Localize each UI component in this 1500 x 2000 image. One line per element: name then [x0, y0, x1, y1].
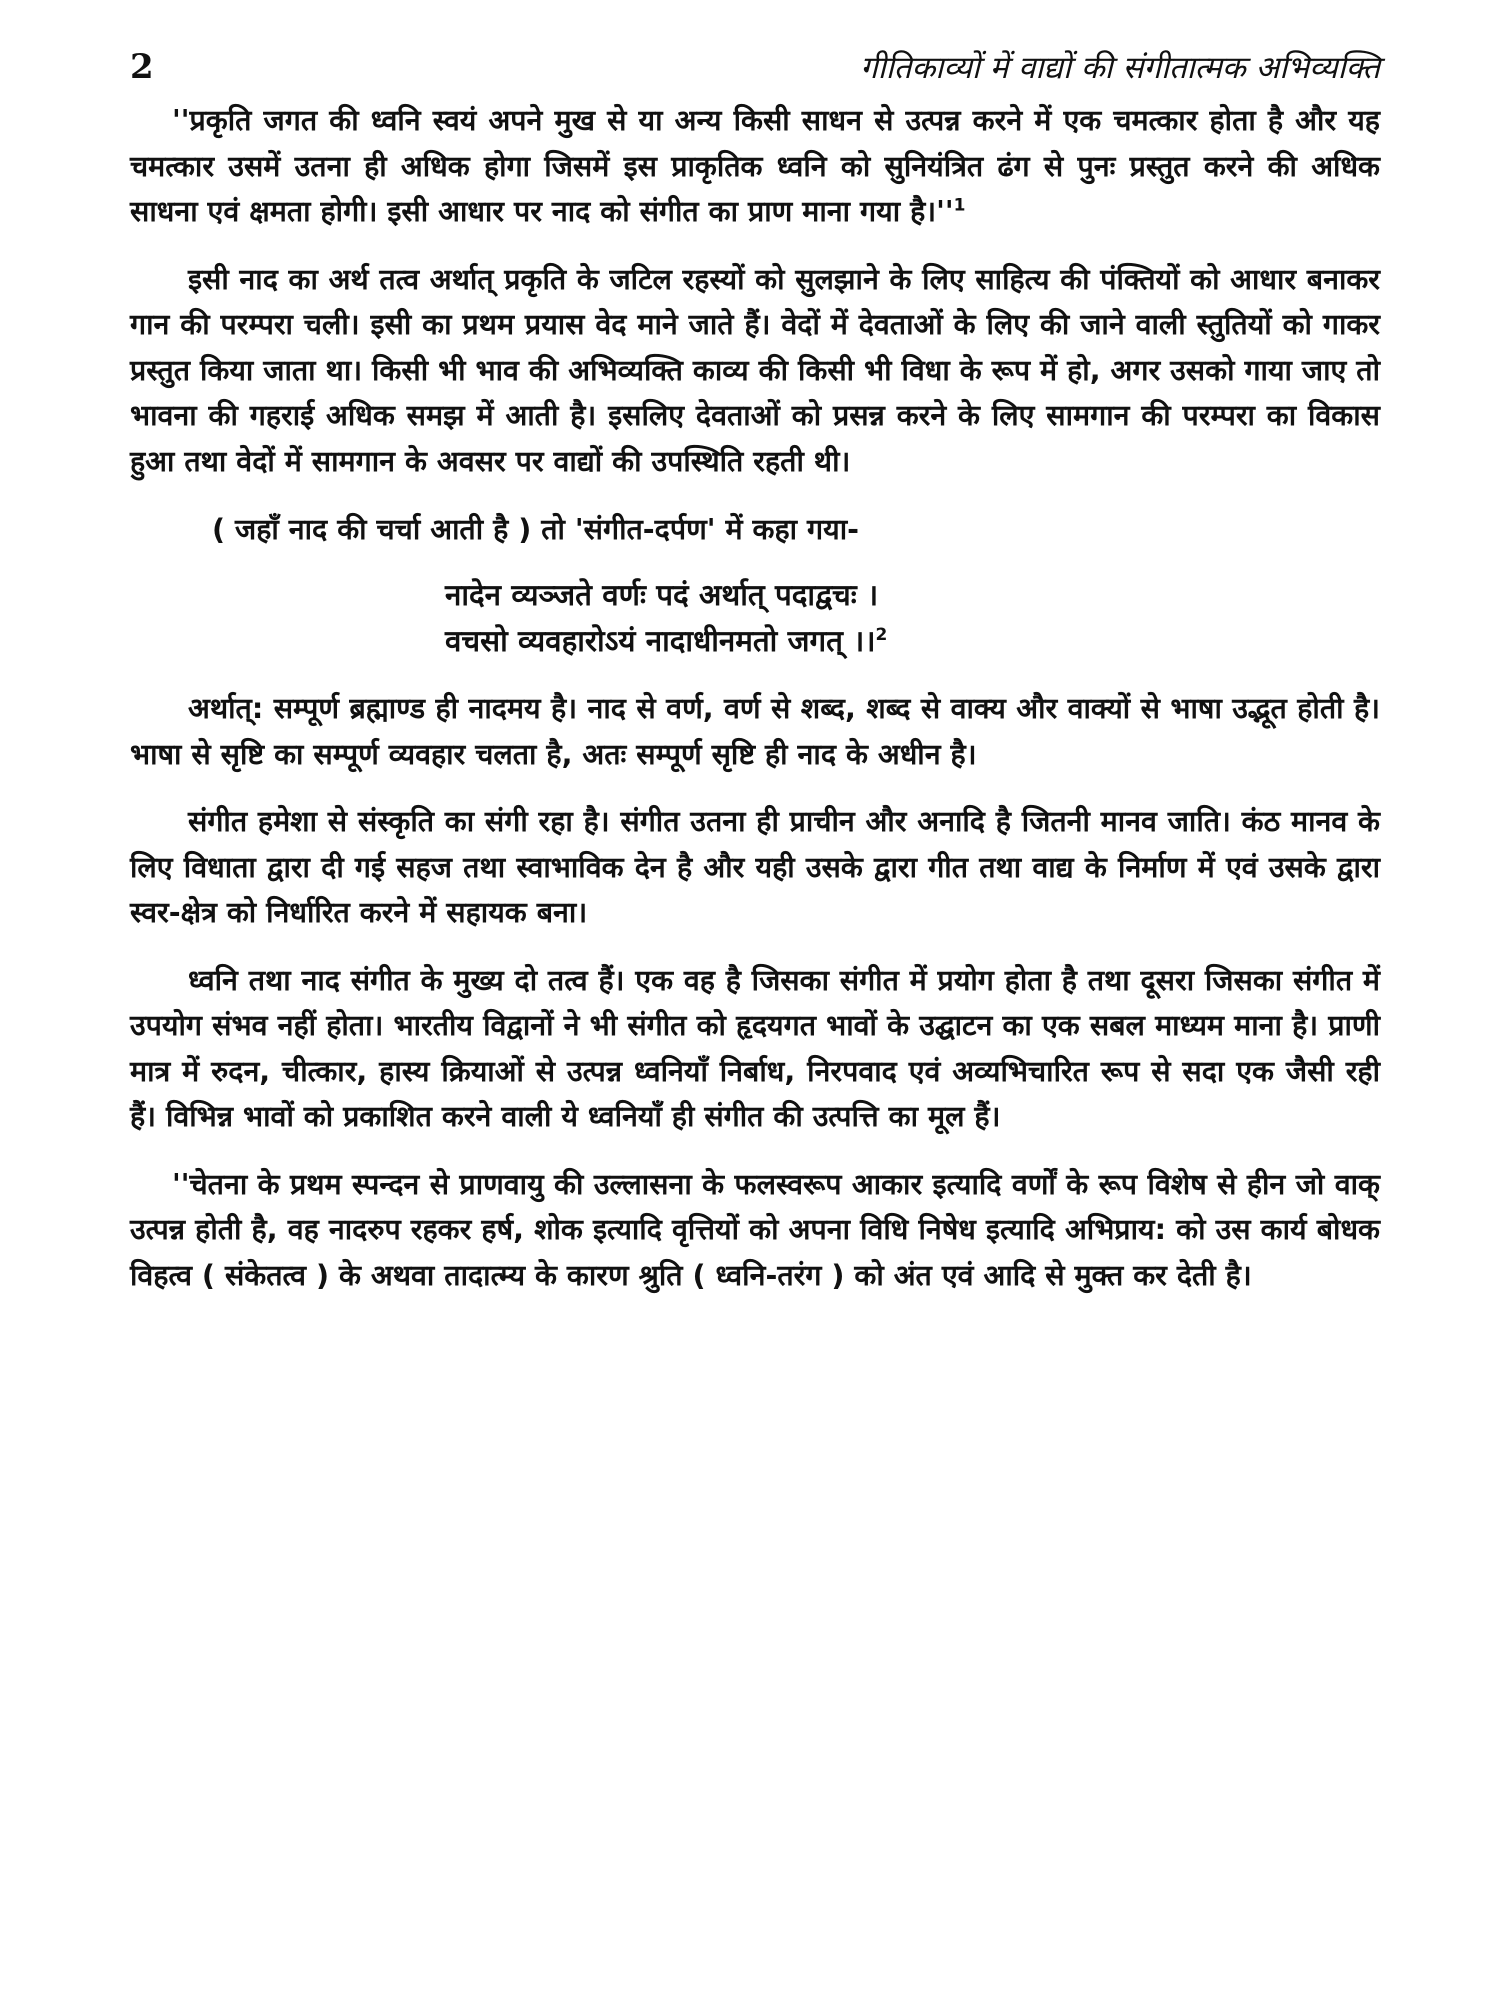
sanskrit-verse [130, 572, 1380, 664]
verse-line-2-text: वचसो व्यवहारोऽयं नादाधीनमतो जगत् ।। [445, 624, 876, 658]
paragraph-3-intro: ( जहाँ नाद की चर्चा आती है ) तो 'संगीत-दर्पण' में कहा गया- [212, 512, 859, 546]
running-title: गीतिकाव्यों में वाद्यों की संगीतात्मक अभिव्यक्ति [860, 50, 1380, 86]
page-number: 2 [130, 47, 154, 87]
paragraph-7-quote: ''चेतना के प्रथम स्पन्दन से प्राणवायु की उल्लासना के फलस्वरूप आकार इत्यादि वर्णों के रूप विशेष से हीन जो वाक् उत्पन्न होती है, वह नादरुप रहकर हर्ष, शोक इत्यादि वृत्तियों को अपना विधि निषेध इत्यादि अभिप्राय: को उस कार्य बोधक विहत्व ( संकेतत्व ) के अथवा तादात्म्य के कारण श्रुति ( ध्वनि-तरंग ) को अंत एवं आदि से मुक्त कर देती है। [130, 1166, 1380, 1292]
paragraph-2: इसी नाद का अर्थ तत्व अर्थात् प्रकृति के जटिल रहस्यों को सुलझाने के लिए साहित्य की पंक्तियों को आधार बनाकर गान की परम्परा चली। इसी का प्रथम प्रयास वेद माने जाते हैं। वेदों में देवताओं के लिए की जाने वाली स्तुतियों को गाकर प्रस्तुत किया जाता था। किसी भी भाव की अभिव्यक्ति काव्य की किसी भी विधा के रूप में हो, अगर उसको गाया जाए तो भावना की गहराई अधिक समझ में आती है। इसलिए देवताओं को प्रसन्न करने के लिए सामगान की परम्परा का विकास हुआ तथा वेदों में सामगान के अवसर पर वाद्यों की उपस्थिति रहती थी। [130, 261, 1380, 478]
paragraph-6: ध्वनि तथा नाद संगीत के मुख्य दो तत्व हैं। एक वह है जिसका संगीत में प्रयोग होता है तथा दूसरा जिसका संगीत में उपयोग संभव नहीं होता। भारतीय विद्वानों ने भी संगीत को हृदयगत भावों के उद्घाटन का एक सबल माध्यम माना है। प्राणी मात्र में रुदन, चीत्कार, हास्य क्रियाओं से उत्पन्न ध्वनियाँ निर्बाध, निरपवाद एवं अव्यभिचारित रूप से सदा एक जैसी रही हैं। विभिन्न भावों को प्रकाशित करने वाली ये ध्वनियाँ ही संगीत की उत्पत्ति का मूल हैं। [130, 962, 1380, 1133]
paragraph-4: अर्थात्: सम्पूर्ण ब्रह्माण्ड ही नादमय है। नाद से वर्ण, वर्ण से शब्द, शब्द से वाक्य और वाक्यों से भाषा उद्भूत होती है। भाषा से सृष्टि का सम्पूर्ण व्यवहार चलता है, अतः सम्पूर्ण सृष्टि ही नाद के अधीन है। [130, 691, 1380, 771]
paragraph-5: संगीत हमेशा से संस्कृति का संगी रहा है। संगीत उतना ही प्राचीन और अनादि है जितनी मानव जाति। कंठ मानव के लिए विधाता द्वारा दी गई सहज तथा स्वाभाविक देन है और यही उसके द्वारा गीत तथा वाद्य के निर्माण में एवं उसके द्वारा स्वर-क्षेत्र को निर्धारित करने में सहायक बना। [130, 804, 1380, 929]
verse-line-1: नादेन व्यञ्जते वर्णः पदं अर्थात् पदाद्वचः । [445, 578, 879, 612]
verse-line-2 [445, 618, 1380, 664]
footnote-ref-1: 1 [953, 195, 966, 216]
paragraph-1-text: ''प्रकृति जगत की ध्वनि स्वयं अपने मुख से या अन्य किसी साधन से उत्पन्न करने में एक चमत्कार होता है और यह चमत्कार उसमें उतना ही अधिक होगा जिसमें इस प्राकृतिक ध्वनि को सुनियंत्रित ढंग से पुनः प्रस्तुत करने की अधिक साधना एवं क्षमता होगी। इसी आधार पर नाद को संगीत का प्राण माना गया है।'' [130, 103, 1380, 228]
running-header [130, 22, 1380, 87]
footnote-ref-2: 2 [875, 625, 888, 646]
paragraph-1-quote [130, 98, 1380, 235]
